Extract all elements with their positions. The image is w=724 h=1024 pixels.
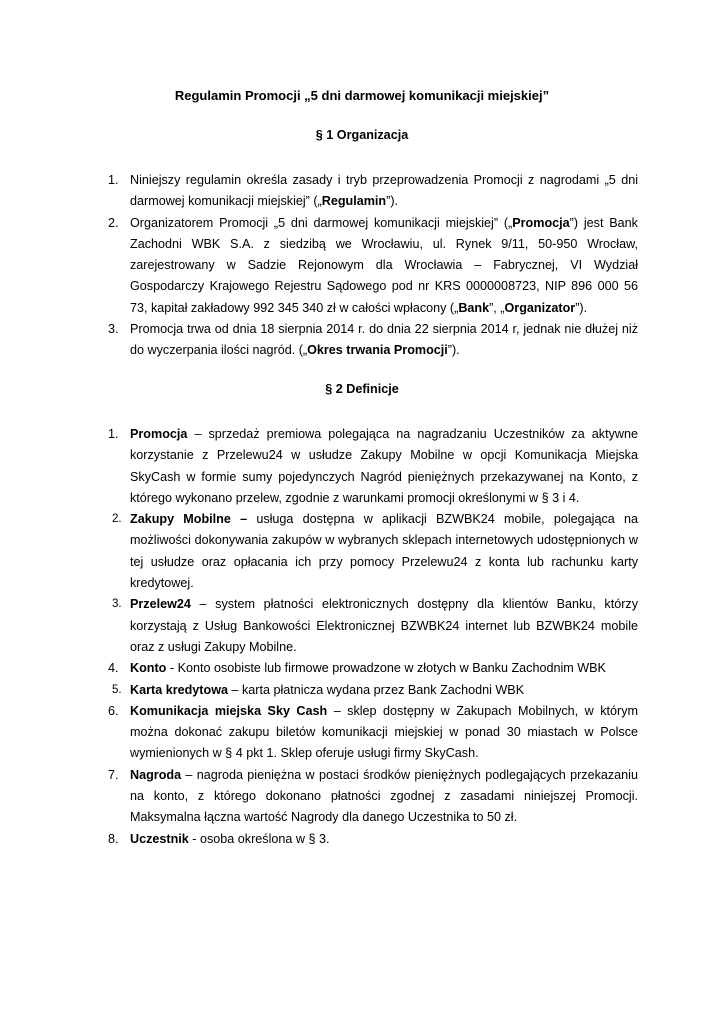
- section-1-heading: § 1 Organizacja: [315, 128, 409, 142]
- bold-term: Komunikacja miejska Sky Cash: [130, 703, 328, 718]
- bold-term: Karta kredytowa: [130, 682, 228, 697]
- section-2-list: [108, 424, 638, 850]
- text-fragment: - Konto osobiste lub firmowe prowadzone w złotych w Banku Zachodnim WBK: [166, 661, 606, 676]
- bold-term: Promocja: [512, 215, 570, 230]
- list-item-number: 6.: [108, 703, 119, 718]
- list-item: [108, 424, 638, 509]
- list-item-number: 1.: [108, 173, 119, 187]
- text-fragment: ”).: [386, 194, 399, 209]
- list-item-number: 1.: [108, 427, 119, 441]
- text-fragment: Promocja trwa od dnia 18 sierpnia 2014 r. do dnia 22 sierpnia 2014 r, jednak nie dłużej niż do wyczerpania ilości nagród. („: [130, 322, 638, 358]
- list-item: [108, 701, 638, 765]
- text-fragment: – system płatności elektronicznych dostępny dla klientów Banku, którzy korzystają z Usług Bankowości Elektronicznej BZWBK24 internet lub BZWBK24 mobile oraz z usługi Zakupy Mobilne.: [130, 597, 638, 654]
- text-fragment: – sklep dostępny w Zakupach Mobilnych, w którym można dokonać zakupu biletów komunikacji miejskiej w ponad 30 miastach w Polsce wymienionych w § 4 pkt 1. Sklep oferuje usługi firmy SkyCash.: [130, 703, 638, 761]
- list-item-number: 2.: [108, 215, 119, 230]
- list-item: [108, 829, 638, 850]
- text-fragment: Niniejszy regulamin określa zasady i tryb przeprowadzenia Promocji z nagrodami „5 dni darmowej komunikacji miejskiej” („: [130, 173, 638, 209]
- list-item-number: 8.: [108, 831, 119, 846]
- bold-term: Organizator: [504, 300, 576, 315]
- bold-term: Zakupy Mobilne –: [130, 512, 248, 527]
- list-item-number: 5.: [112, 683, 122, 696]
- bold-term: Uczestnik: [130, 831, 189, 846]
- bold-term: Bank: [458, 300, 490, 315]
- list-item: [108, 765, 638, 829]
- bold-term: Konto: [130, 661, 167, 676]
- list-item: [108, 319, 638, 362]
- bold-term: Regulamin: [321, 194, 387, 209]
- bold-term: Przelew24: [130, 597, 191, 612]
- text-fragment: usługa dostępna w aplikacji BZWBK24 mobile, polegająca na możliwości dokonywania zakupów w wybranych sklepach internetowych udostępnionych w tej usłudze oraz opłacania ich przy pomocy Przelewu24 z konta lub rachunku karty kredytowej.: [130, 512, 638, 591]
- list-item: [108, 658, 638, 679]
- bold-term: Promocja: [130, 427, 188, 441]
- text-fragment: Organizatorem Promocji „5 dni darmowej komunikacji miejskiej” („: [130, 215, 513, 230]
- text-fragment: ”).: [447, 343, 460, 358]
- bold-term: Okres trwania Promocji: [307, 343, 448, 358]
- list-item: [108, 170, 638, 213]
- list-item-number: 3.: [112, 598, 122, 611]
- list-item: [108, 509, 638, 594]
- list-item: [108, 680, 638, 701]
- text-fragment: ”) jest Bank Zachodni WBK S.A. z siedzibą we Wrocławiu, ul. Rynek 9/11, 50-950 Wrocław, zarejestrowany w Sadzie Rejonowym dla Wrocławia – Fabrycznej, VI Wydział Gospodarczy Krajowego Rejestru Sądowego pod nr KRS 0000008723, NIP 896 000 56 73, kapitał zakładowy 992 345 340 zł w całości wpłacony („: [130, 215, 638, 315]
- text-fragment: ”, „: [489, 300, 505, 315]
- list-item-number: 7.: [108, 767, 119, 782]
- list-item: [108, 594, 638, 658]
- text-fragment: – nagroda pieniężna w postaci środków pieniężnych podlegających przekazaniu na konto, z którego dokonano płatności zgodnej z zasadami niniejszej Promocji. Maksymalna łączna wartość Nagrody dla danego Uczestnika to 50 zł.: [130, 767, 638, 825]
- list-item-number: 2.: [112, 513, 122, 526]
- list-item-number: 3.: [108, 322, 119, 337]
- document-title: Regulamin Promocji „5 dni darmowej komunikacji miejskiej”: [174, 88, 550, 103]
- text-fragment: ”).: [575, 300, 588, 315]
- text-fragment: – sprzedaż premiowa polegająca na nagradzaniu Uczestników za aktywne korzystanie z Przelewu24 w usłudze Zakupy Mobilne w opcji Komunikacja Miejska SkyCash w formie sumy pojedynczych Nagród pieniężnych przekazywanej na Konto, z którego wykonano przelew, zgodnie z warunkami promocji określonymi w § 3 i 4.: [130, 427, 638, 505]
- bold-term: Nagroda: [130, 767, 182, 782]
- list-item-number: 4.: [108, 661, 119, 676]
- list-item: [108, 213, 638, 319]
- section-2-heading: § 2 Definicje: [325, 382, 399, 396]
- text-fragment: – karta płatnicza wydana przez Bank Zachodni WBK: [228, 682, 525, 697]
- text-fragment: - osoba określona w § 3.: [188, 831, 330, 846]
- section-1-list: [108, 170, 638, 362]
